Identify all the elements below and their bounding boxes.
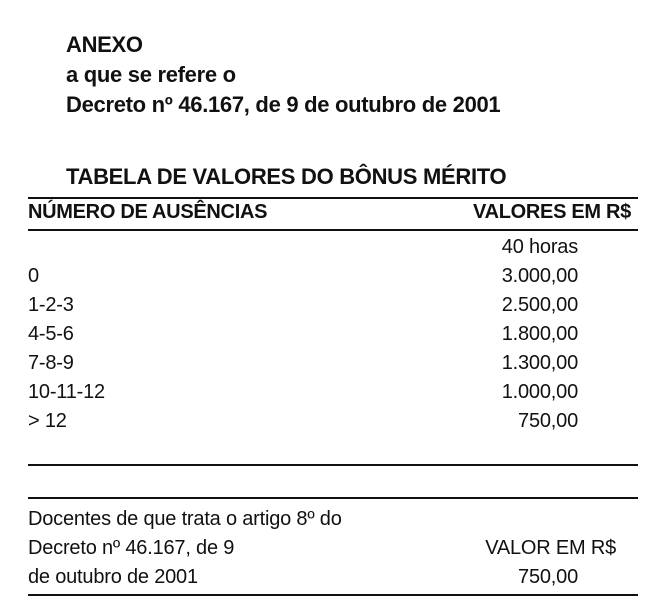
table-row [28,320,638,349]
table-bottom-rule [28,464,638,466]
table-row [28,262,638,291]
value-cell: 1.300,00 [501,352,578,374]
footer-line [28,563,638,592]
table-row [28,349,638,378]
footer-bottom-rule [28,594,638,596]
absences-cell: 1-2-3 [28,294,74,316]
table-body [28,233,638,436]
footer-text-line2: Decreto nº 46.167, de 9 [28,537,235,559]
table-title: TABELA DE VALORES DO BÔNUS MÉRITO [66,164,507,189]
value-cell: 2.500,00 [501,294,578,316]
annex-subtitle: a que se refere o [66,62,236,87]
table-row-subheader [28,233,638,262]
absences-cell: 0 [28,265,39,287]
table-row [28,291,638,320]
footer-text-line3: de outubro de 2001 [28,566,198,588]
footer-text-line1: Docentes de que trata o artigo 8º do [28,508,342,530]
value-cell: 1.800,00 [501,323,578,345]
header-separator-rule [28,229,638,231]
table-row [28,378,638,407]
annex-title: ANEXO [66,32,143,57]
footer-line [28,505,638,534]
value-cell: 750,00 [518,410,578,432]
absences-cell: 10-11-12 [28,381,105,403]
value-cell: 1.000,00 [501,381,578,403]
footer-line [28,534,638,563]
decree-reference: Decreto nº 46.167, de 9 de outubro de 2001 [66,92,501,117]
absences-cell: 7-8-9 [28,352,74,374]
hours-subheader: 40 horas [501,236,578,258]
column-header-absences: NÚMERO DE AUSÊNCIAS [28,201,268,223]
absences-cell: 4-5-6 [28,323,74,345]
absences-cell: > 12 [28,410,67,432]
footer-value: 750,00 [518,566,578,588]
footer-top-rule [28,497,638,499]
footer-value-label: VALOR EM R$ [485,537,616,559]
teachers-footer [28,505,638,592]
annex-header [66,30,500,120]
value-cell: 3.000,00 [501,265,578,287]
table-row [28,407,638,436]
column-header-values: VALORES EM R$ [473,201,631,223]
